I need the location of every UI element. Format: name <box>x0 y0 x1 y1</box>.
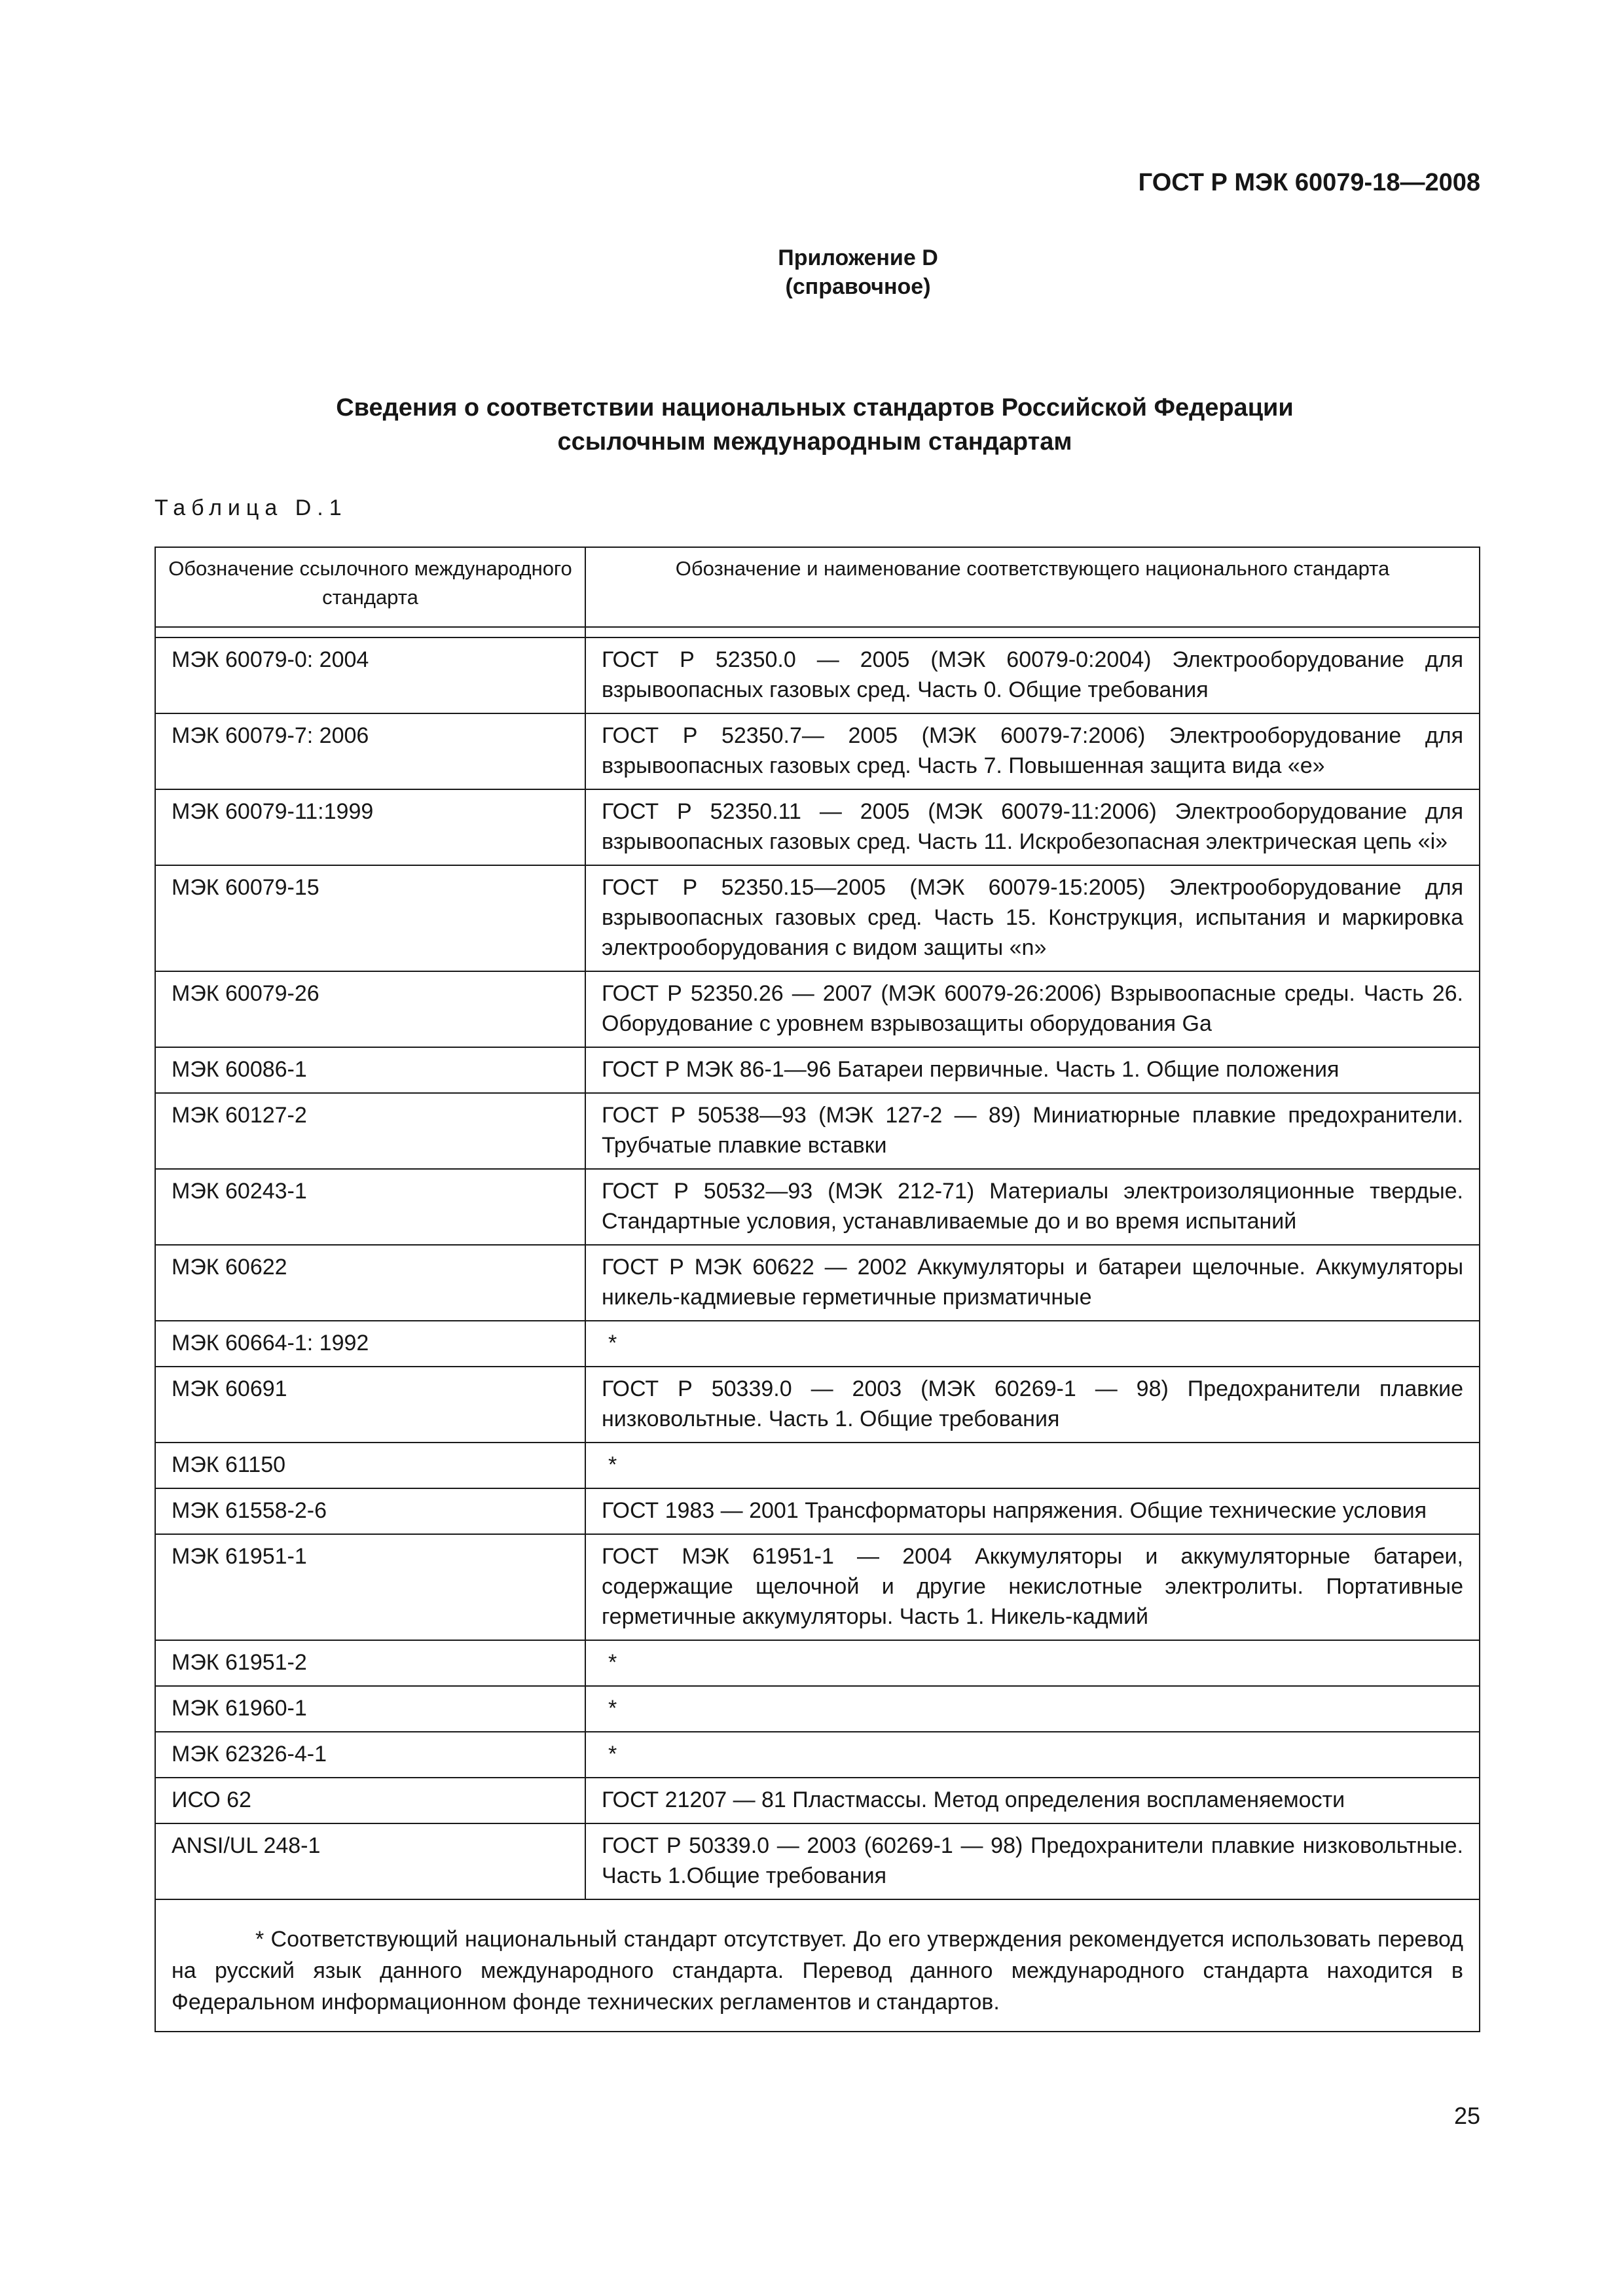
national-standard-cell: ГОСТ Р 50532—93 (МЭК 212-71) Материалы электроизоляционные твердые. Стандартные условия, устанавливаемые до и во время испытаний <box>585 1169 1480 1245</box>
international-standard-cell: МЭК 60086-1 <box>155 1047 585 1093</box>
national-standard-cell: ГОСТ 21207 — 81 Пластмассы. Метод определения воспламеняемости <box>585 1778 1480 1823</box>
international-standard-cell: МЭК 60243-1 <box>155 1169 585 1245</box>
table-row <box>155 1778 1480 1823</box>
table-row <box>155 1534 1480 1640</box>
national-standard-cell: ГОСТ Р 52350.7— 2005 (МЭК 60079-7:2006) Электрооборудование для взрывоопасных газовых сред. Часть 7. Повышенная защита вида «е» <box>585 713 1480 789</box>
national-standard-cell: ГОСТ Р 52350.0 — 2005 (МЭК 60079-0:2004) Электрооборудование для взрывоопасных газовых сред. Часть 0. Общие требования <box>585 637 1480 713</box>
page-title-line-2: ссылочным международным стандартам <box>557 428 1072 456</box>
international-standard-cell: МЭК 61150 <box>155 1443 585 1488</box>
international-standard-cell: МЭК 60079-11:1999 <box>155 789 585 865</box>
table-row <box>155 637 1480 713</box>
table-row <box>155 1823 1480 1899</box>
international-standard-cell: МЭК 61960-1 <box>155 1686 585 1732</box>
header-separator-row <box>155 627 1480 637</box>
table-row <box>155 1732 1480 1778</box>
international-standard-cell: МЭК 60079-0: 2004 <box>155 637 585 713</box>
table-row <box>155 1640 1480 1686</box>
table-row <box>155 713 1480 789</box>
international-standard-cell: ИСО 62 <box>155 1778 585 1823</box>
page-title-line-1: Сведения о соответствии национальных стандартов Российской Федерации <box>336 394 1294 422</box>
national-standard-cell: ГОСТ Р 50538—93 (МЭК 127-2 — 89) Миниатюрные плавкие предохранители. Трубчатые плавкие вставки <box>585 1093 1480 1169</box>
table-row <box>155 1367 1480 1443</box>
international-standard-cell: МЭК 61558-2-6 <box>155 1488 585 1534</box>
table-footnote <box>155 1899 1480 2032</box>
national-standard-cell: ГОСТ МЭК 61951-1 — 2004 Аккумуляторы и аккумуляторные батареи, содержащие щелочной и другие некислотные электролиты. Портативные герметичные аккумуляторы. Часть 1. Никель-кадмий <box>585 1534 1480 1640</box>
table-row <box>155 1321 1480 1367</box>
page-title <box>0 391 1623 459</box>
national-standard-cell: * <box>585 1321 1480 1367</box>
appendix-title: Приложение D <box>778 245 938 270</box>
international-standard-cell: МЭК 61951-1 <box>155 1534 585 1640</box>
table-row <box>155 1047 1480 1093</box>
appendix-subtitle: (справочное) <box>785 274 931 299</box>
table-body <box>155 627 1480 1899</box>
table-row <box>155 1488 1480 1534</box>
table-caption: Таблица D.1 <box>155 495 348 520</box>
international-standard-cell: МЭК 60622 <box>155 1245 585 1321</box>
national-standard-cell: ГОСТ Р 50339.0 — 2003 (МЭК 60269-1 — 98) Предохранители плавкие низковольтные. Часть 1. Общие требования <box>585 1367 1480 1443</box>
international-standard-cell: МЭК 60664-1: 1992 <box>155 1321 585 1367</box>
national-standard-cell: ГОСТ 1983 — 2001 Трансформаторы напряжения. Общие технические условия <box>585 1488 1480 1534</box>
international-standard-cell: МЭК 60079-7: 2006 <box>155 713 585 789</box>
standards-table <box>155 547 1480 2032</box>
international-standard-cell: МЭК 60127-2 <box>155 1093 585 1169</box>
table-row <box>155 789 1480 865</box>
column-header-international: Обозначение ссылочного международного стандарта <box>155 547 585 627</box>
footnote-row <box>155 1899 1480 2032</box>
national-standard-cell: ГОСТ Р 52350.26 — 2007 (МЭК 60079-26:2006) Взрывоопасные среды. Часть 26. Оборудование с уровнем взрывозащиты оборудования Ga <box>585 971 1480 1047</box>
table-row <box>155 1443 1480 1488</box>
international-standard-cell: МЭК 62326-4-1 <box>155 1732 585 1778</box>
table-row <box>155 971 1480 1047</box>
document-code: ГОСТ Р МЭК 60079-18—2008 <box>1138 169 1480 196</box>
standards-table-container <box>155 547 1480 2032</box>
table-row <box>155 865 1480 971</box>
national-standard-cell: ГОСТ Р МЭК 60622 — 2002 Аккумуляторы и батареи щелочные. Аккумуляторы никель-кадмиевые герметичные призматичные <box>585 1245 1480 1321</box>
table-row <box>155 1686 1480 1732</box>
national-standard-cell: * <box>585 1640 1480 1686</box>
national-standard-cell: ГОСТ Р 50339.0 — 2003 (60269-1 — 98) Предохранители плавкие низковольтные. Часть 1.Общие требования <box>585 1823 1480 1899</box>
table-row <box>155 1093 1480 1169</box>
international-standard-cell: МЭК 60079-26 <box>155 971 585 1047</box>
international-standard-cell: ANSI/UL 248-1 <box>155 1823 585 1899</box>
appendix-heading <box>0 243 1623 301</box>
table-header-row <box>155 547 1480 627</box>
column-header-national: Обозначение и наименование соответствующего национального стандарта <box>585 547 1480 627</box>
table-row <box>155 1169 1480 1245</box>
national-standard-cell: ГОСТ Р 52350.11 — 2005 (МЭК 60079-11:2006) Электрооборудование для взрывоопасных газовых сред. Часть 11. Искробезопасная электрическая цепь «i» <box>585 789 1480 865</box>
table-row <box>155 1245 1480 1321</box>
national-standard-cell: * <box>585 1732 1480 1778</box>
page-number: 25 <box>1453 2102 1480 2129</box>
international-standard-cell: МЭК 61951-2 <box>155 1640 585 1686</box>
national-standard-cell: ГОСТ Р 52350.15—2005 (МЭК 60079-15:2005) Электрооборудование для взрывоопасных газовых сред. Часть 15. Конструкция, испытания и маркировка электрооборудования с видом защиты «n» <box>585 865 1480 971</box>
international-standard-cell: МЭК 60079-15 <box>155 865 585 971</box>
national-standard-cell: * <box>585 1443 1480 1488</box>
national-standard-cell: ГОСТ Р МЭК 86-1—96 Батареи первичные. Часть 1. Общие положения <box>585 1047 1480 1093</box>
international-standard-cell: МЭК 60691 <box>155 1367 585 1443</box>
table-footnote-text: * Соответствующий национальный стандарт отсутствует. До его утверждения рекомендуется использовать перевод на русский язык данного международного стандарта. Перевод данного международного стандарта находится в Федеральном информационном фонде технических регламентов и стандартов. <box>172 1927 1463 2015</box>
national-standard-cell: * <box>585 1686 1480 1732</box>
